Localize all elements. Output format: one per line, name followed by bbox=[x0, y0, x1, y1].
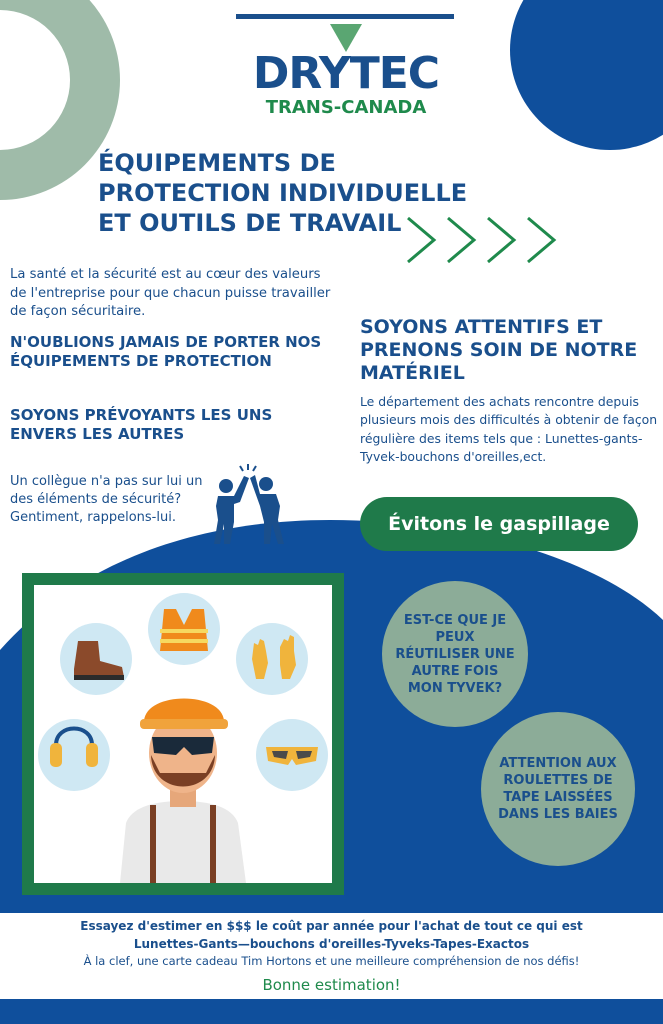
worker-figure bbox=[120, 699, 246, 884]
logo-subtitle: TRANS-CANADA bbox=[265, 97, 427, 118]
footer-line-bonne-estimation: Bonne estimation! bbox=[262, 976, 401, 994]
safety-vest-icon bbox=[148, 593, 220, 665]
footer-band bbox=[0, 999, 663, 1024]
top-right-circle bbox=[510, 0, 663, 150]
high-five-icon bbox=[204, 462, 292, 544]
work-boot-icon bbox=[60, 623, 132, 695]
gloves-icon bbox=[236, 623, 308, 695]
chevron-arrows-icon bbox=[404, 214, 564, 266]
logo-brand: DRYTEC bbox=[252, 48, 440, 99]
intro-text: La santé et la sécurité est au cœur des valeurs de l'entreprise pour que chacun puisse travailler de façon sécuritaire. bbox=[10, 267, 331, 319]
drytec-logo bbox=[236, 14, 456, 124]
logo-bar bbox=[236, 14, 454, 19]
gaspillage-banner: Évitons le gaspillage bbox=[360, 497, 638, 551]
page-title: ÉQUIPEMENTS DE PROTECTION INDIVIDUELLE ET OUTILS DE TRAVAIL bbox=[98, 149, 468, 237]
earmuffs-icon bbox=[38, 719, 110, 791]
illustration-canvas bbox=[34, 585, 332, 883]
footer-panel bbox=[0, 913, 663, 999]
bubble-tyvek-text: EST-CE QUE JE PEUX RÉUTILISER UNE AUTRE FOIS MON TYVEK? bbox=[395, 612, 515, 696]
safety-goggles-icon bbox=[256, 719, 328, 791]
illustration-frame bbox=[22, 573, 344, 895]
footer-line-estimate: Essayez d'estimer en $$$ le coût par année pour l'achat de tout ce qui est bbox=[80, 919, 583, 933]
heading-prevoyants: SOYONS PRÉVOYANTS LES UNS ENVERS LES AUTRES bbox=[10, 406, 273, 443]
achats-text: Le département des achats rencontre depuis plusieurs mois des difficultés à obtenir de façon régulière des items tels que : Lunettes-gants-Tyvek-bouchons d'oreilles,ect. bbox=[360, 394, 658, 465]
collegue-text: Un collègue n'a pas sur lui un des éléments de sécurité? Gentiment, rappelons-lui. bbox=[10, 474, 203, 525]
bubble-roulettes-text: ATTENTION AUX ROULETTES DE TAPE LAISSÉES DANS LES BAIES bbox=[498, 756, 618, 822]
worker-illustration bbox=[34, 585, 332, 883]
footer-line-items: Lunettes-Gants—bouchons d'oreilles-Tyveks-Tapes-Exactos bbox=[133, 937, 530, 951]
bubble-tyvek-question bbox=[382, 581, 528, 727]
bubble-roulettes-tape bbox=[481, 712, 635, 866]
heading-porter-equipements: N'OUBLIONS JAMAIS DE PORTER NOS ÉQUIPEMENTS DE PROTECTION bbox=[10, 333, 322, 370]
footer-line-prize: À la clef, une carte cadeau Tim Hortons et une meilleure compréhension de nos défis! bbox=[83, 954, 580, 968]
heading-attentifs: SOYONS ATTENTIFS ET PRENONS SOIN DE NOTRE MATÉRIEL bbox=[360, 316, 638, 384]
